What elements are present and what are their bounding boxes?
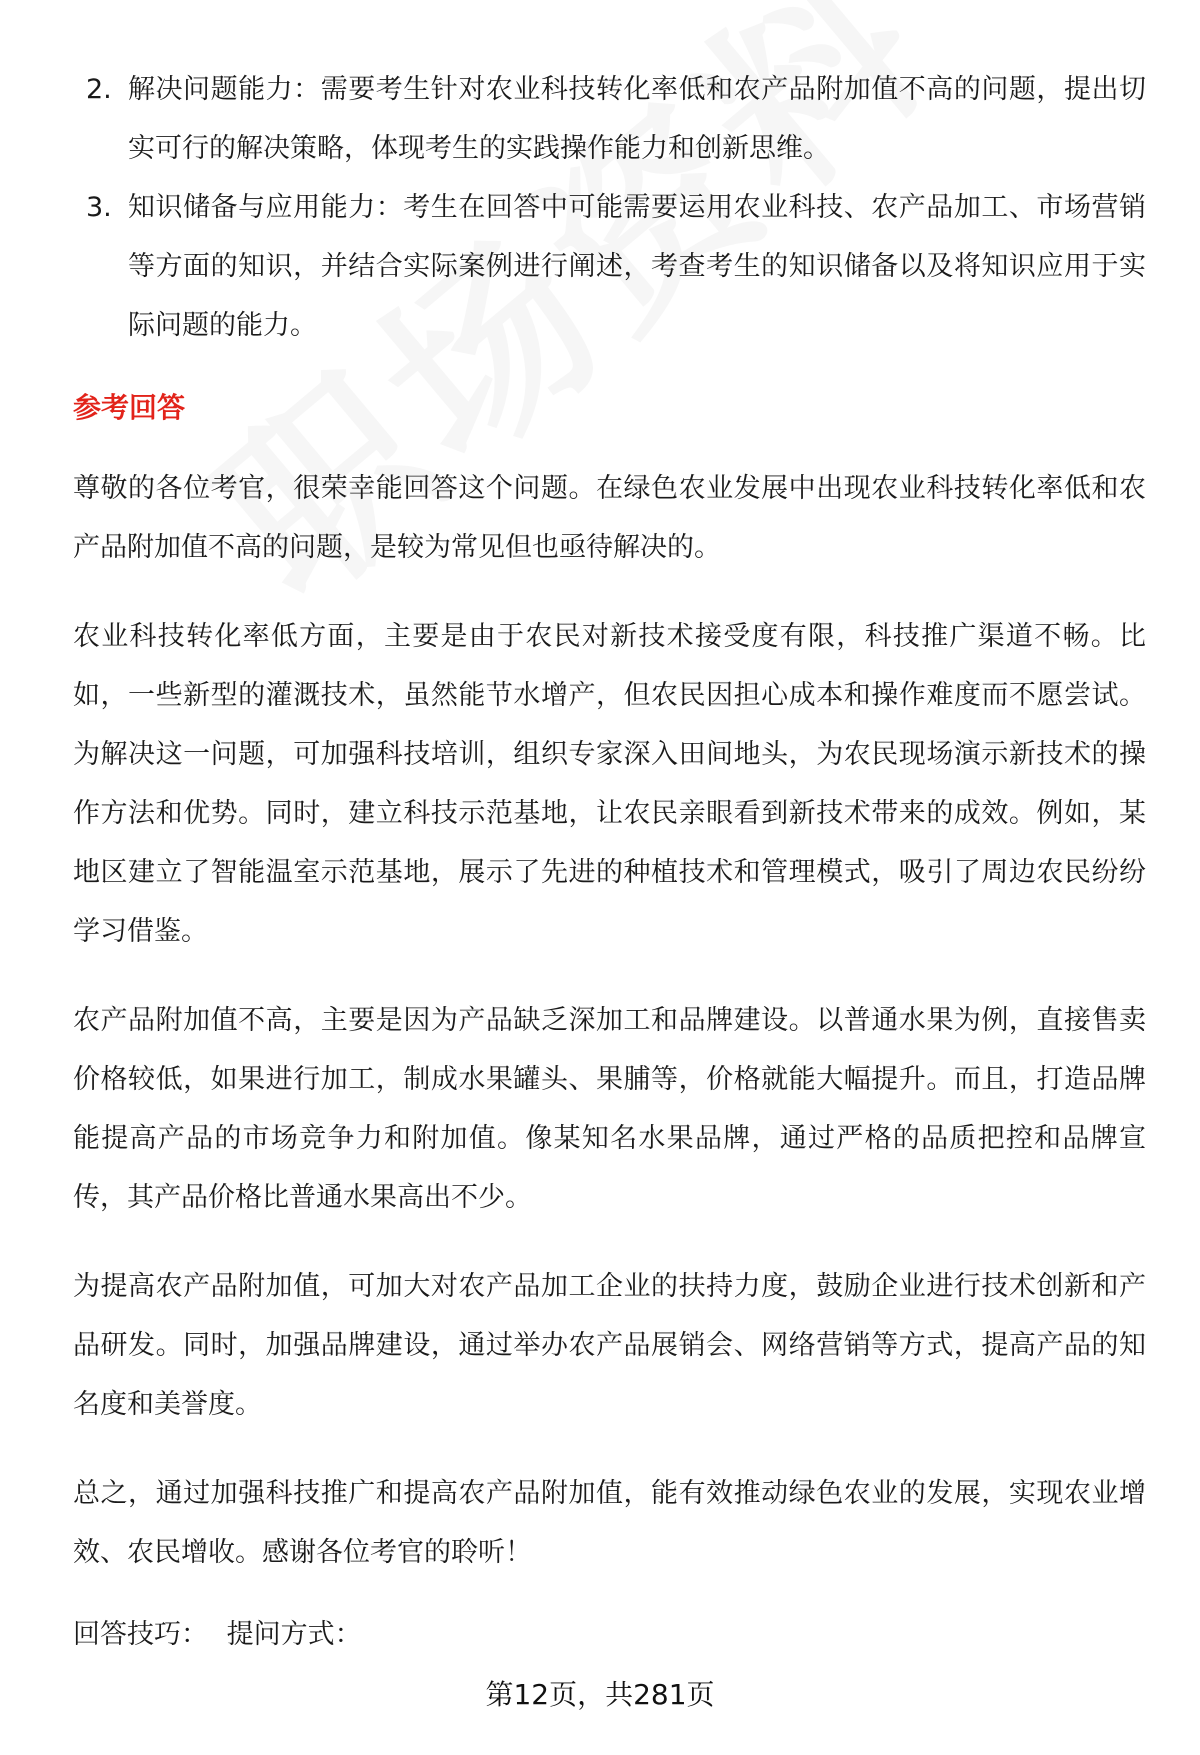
list-item-text: 知识储备与应用能力：考生在回答中可能需要运用农业科技、农产品加工、市场营销等方面的知识，并结合实际案例进行阐述，考查考生的知识储备以及将知识应用于实际问题的能力。 [128, 192, 1146, 341]
page-content [73, 60, 1146, 1660]
paragraph: 尊敬的各位考官，很荣幸能回答这个问题。在绿色农业发展中出现农业科技转化率低和农产品附加值不高的问题，是较为常见但也亟待解决的。 [73, 473, 1146, 563]
list-item-text: 解决问题能力：需要考生针对农业科技转化率低和农产品附加值不高的问题，提出切实可行的解决策略，体现考生的实践操作能力和创新思维。 [128, 74, 1146, 164]
list-item-number: 2. [86, 74, 112, 105]
section-title: 参考回答 [73, 391, 186, 424]
list-item [73, 60, 1146, 178]
answer-tips [73, 1610, 1146, 1660]
paragraph: 总之，通过加强科技推广和提高农产品附加值，能有效推动绿色农业的发展，实现农业增效、农民增收。感谢各位考官的聆听！ [73, 1478, 1146, 1568]
tips-value: 提问方式： [226, 1619, 362, 1650]
page-footer: 第12页，共281页 [485, 1678, 715, 1711]
paragraph: 农业科技转化率低方面，主要是由于农民对新技术接受度有限，科技推广渠道不畅。比如，一些新型的灌溉技术，虽然能节水增产，但农民因担心成本和操作难度而不愿尝试。为解决这一问题，可加强科技培训，组织专家深入田间地头，为农民现场演示新技术的操作方法和优势。同时，建立科技示范基地，让农民亲眼看到新技术带来的成效。例如，某地区建立了智能温室示范基地，展示了先进的种植技术和管理模式，吸引了周边农民纷纷学习借鉴。 [73, 621, 1146, 947]
numbered-list [73, 60, 1146, 355]
paragraph: 为提高农产品附加值，可加大对农产品加工企业的扶持力度，鼓励企业进行技术创新和产品研发。同时，加强品牌建设，通过举办农产品展销会、网络营销等方式，提高产品的知名度和美誉度。 [73, 1271, 1146, 1420]
list-item-number: 3. [86, 192, 112, 223]
paragraph: 农产品附加值不高，主要是因为产品缺乏深加工和品牌建设。以普通水果为例，直接售卖价格较低，如果进行加工，制成水果罐头、果脯等，价格就能大幅提升。而且，打造品牌能提高产品的市场竞争力和附加值。像某知名水果品牌，通过严格的品质把控和品牌宣传，其产品价格比普通水果高出不少。 [73, 1005, 1146, 1213]
tips-label: 回答技巧： [73, 1619, 208, 1650]
list-item [73, 178, 1146, 355]
